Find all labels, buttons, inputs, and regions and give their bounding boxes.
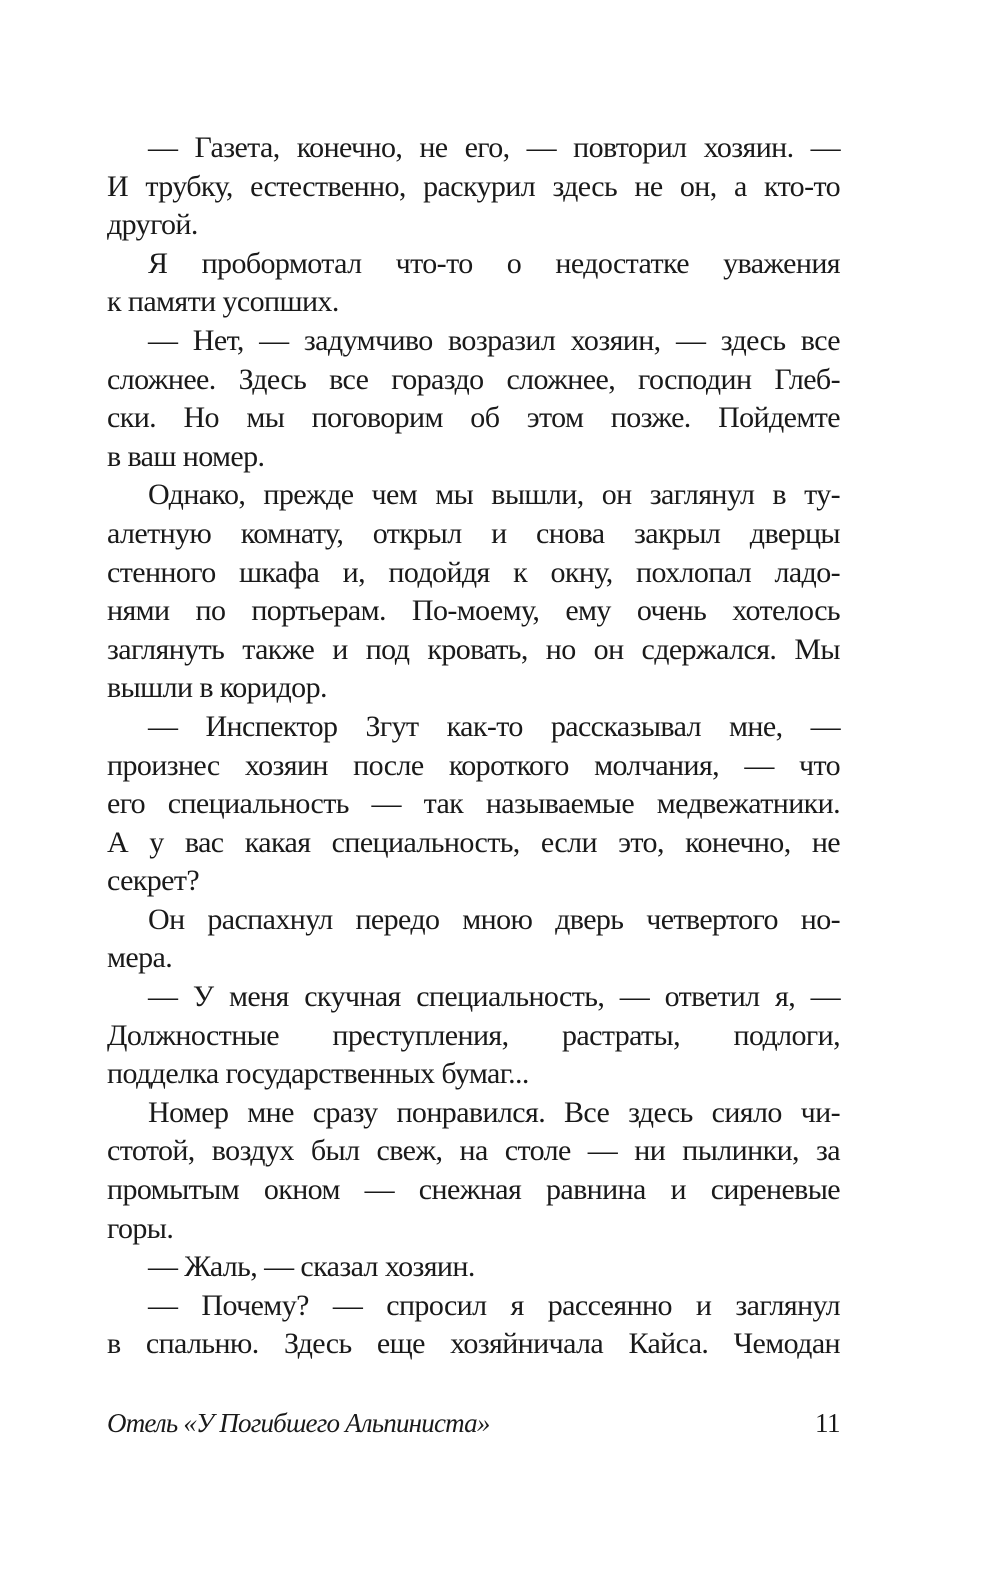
text-line: к памяти усопших. [107,285,339,319]
text-line: алетную комнату, открыл и снова закрыл дверцы [107,516,840,550]
text-line: — Почему? — спросил я рассеянно и заглянул [148,1288,840,1322]
text-line: — У меня скучная специальность, — ответил я, — [148,980,840,1014]
text-line: промытым окном — снежная равнина и сиреневые [107,1173,840,1207]
text-line: — Жаль, — сказал хозяин. [148,1250,475,1284]
text-line: его специальность — так называемые медвежатники. [107,787,840,821]
text-line: Должностные преступления, растраты, подлоги, [107,1018,840,1052]
text-line: заглянуть также и под кровать, но он сдержался. Мы [107,632,840,666]
text-line: — Нет, — задумчиво возразил хозяин, — здесь все [148,323,840,357]
text-line: Номер мне сразу понравился. Все здесь сияло чи- [148,1095,840,1129]
text-line: Однако, прежде чем мы вышли, он заглянул в ту- [148,478,840,512]
page-footer [107,1403,840,1443]
text-line: Он распахнул передо мною дверь четвертого но- [148,902,840,936]
text-line: другой. [107,208,198,242]
text-line: А у вас какая специальность, если это, конечно, не [107,825,840,859]
text-line: горы. [107,1211,174,1245]
text-line: секрет? [107,864,200,898]
text-line: ски. Но мы поговорим об этом позже. Пойдемте [107,401,840,435]
text-line: в спальню. Здесь еще хозяйничала Кайса. Чемодан [107,1327,840,1361]
text-line: Я пробормотал что-то о недостатке уважения [148,246,840,280]
text-line: нями по портьерам. По-моему, ему очень хотелось [107,594,840,628]
text-line: произнес хозяин после короткого молчания, — что [107,748,840,782]
text-line: стенного шкафа и, подойдя к окну, похлопал ладо- [107,555,840,589]
text-line: — Газета, конечно, не его, — повторил хозяин. — [148,131,840,164]
text-line: вышли в коридор. [107,671,327,705]
running-title: Отель «У Погибшего Альпиниста» [107,1407,490,1438]
text-line: — Инспектор Згут как-то рассказывал мне, — [148,709,840,743]
text-line: стотой, воздух был свеж, на столе — ни пылинки, за [107,1134,840,1168]
text-line: сложнее. Здесь все гораздо сложнее, господин Глеб- [107,362,840,396]
page-number: 11 [815,1407,840,1438]
text-line: И трубку, естественно, раскурил здесь не он, а кто-то [107,169,840,203]
text-line: мера. [107,941,173,975]
body-text [107,129,840,1364]
text-line: подделка государственных бумаг... [107,1057,529,1091]
text-line: в ваш номер. [107,439,265,473]
